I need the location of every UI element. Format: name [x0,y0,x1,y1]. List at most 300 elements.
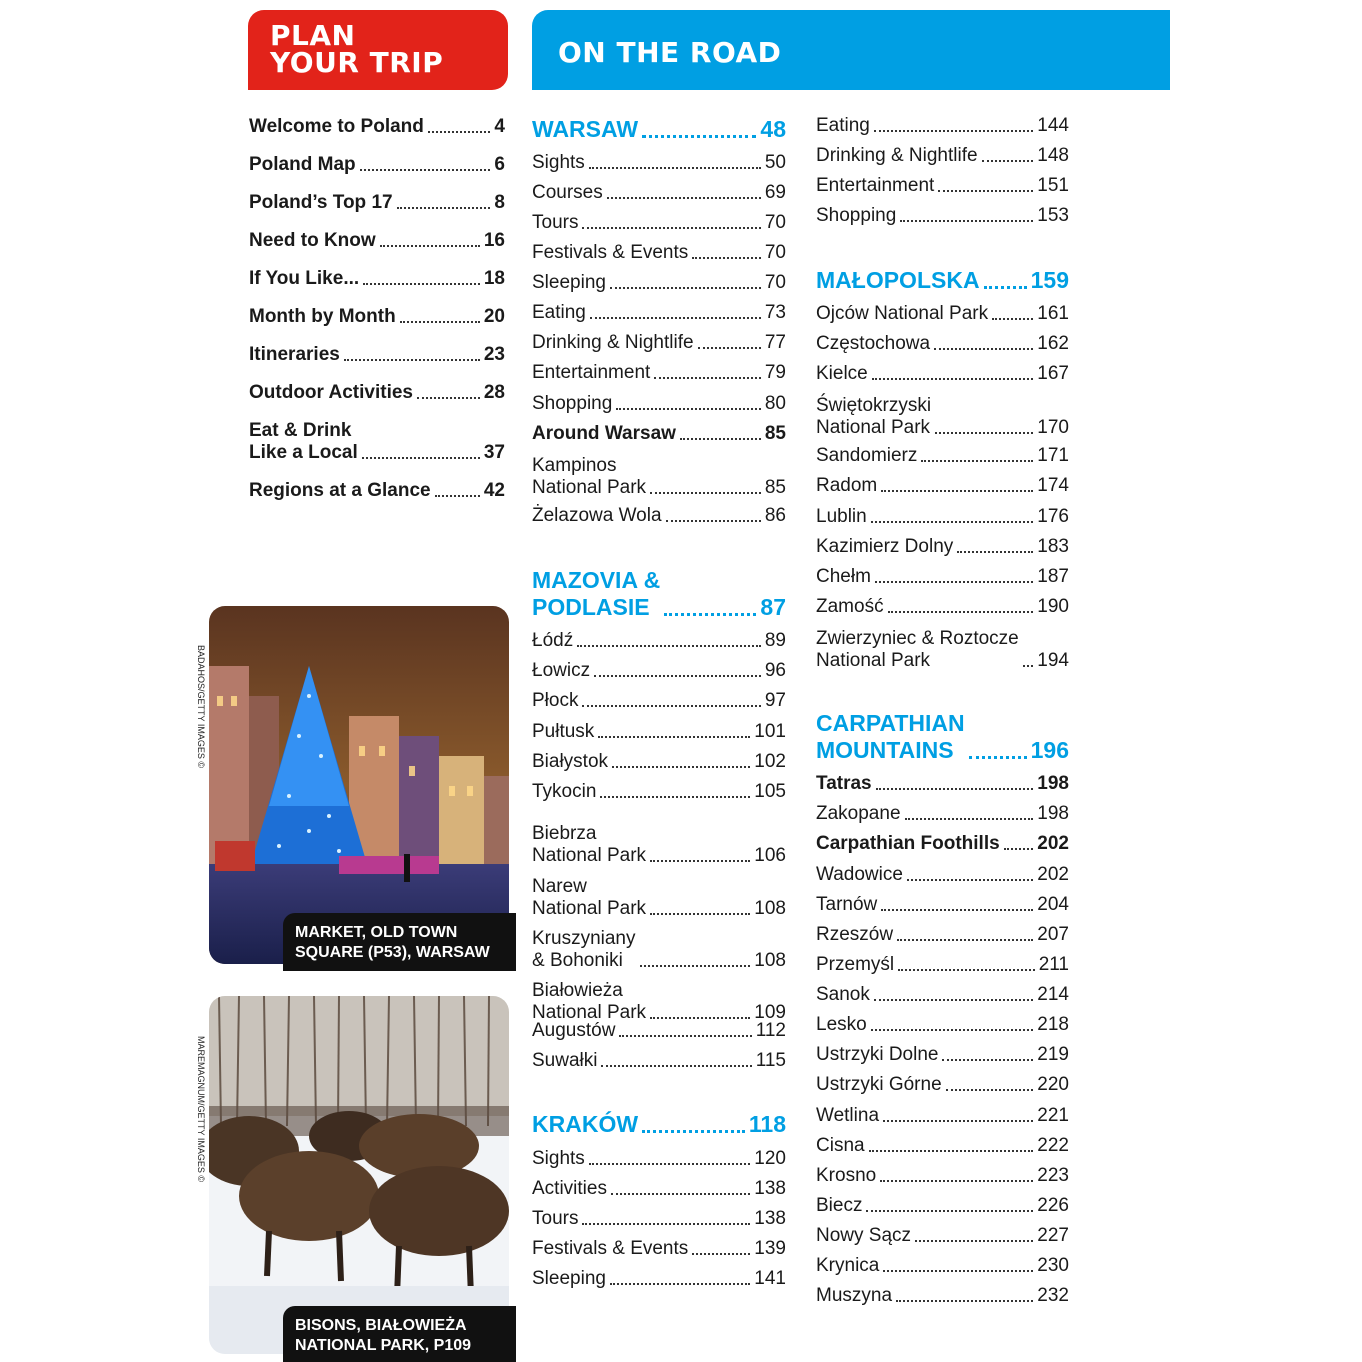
toc-entry-title: Krosno [816,1165,877,1186]
toc-entry-title: Ustrzyki Górne [816,1074,942,1095]
toc-entry-title: Eating [816,115,870,136]
toc-entry-page-number: 190 [1037,596,1069,617]
toc-entry[interactable] [816,333,1069,355]
toc-entry-title: Festivals & Events [532,242,689,263]
toc-entry[interactable] [532,980,786,1024]
toc-entry[interactable] [816,1135,1069,1157]
dot-leader [692,257,761,259]
toc-entry[interactable] [532,505,786,527]
toc-entry[interactable] [532,823,786,867]
toc-entry[interactable] [249,230,505,252]
dot-leader [881,909,1033,911]
toc-entry-page-number: 6 [494,154,505,175]
toc-entry-title: Lublin [816,506,867,527]
toc-entry-title: Kampinos National Park [532,455,647,498]
toc-entry[interactable] [816,445,1069,467]
toc-entry-page-number: 218 [1037,1014,1069,1035]
dot-leader [654,377,761,379]
dot-leader [680,438,761,440]
dot-leader [344,359,480,361]
toc-entry-title: If You Like... [249,268,360,289]
toc-entry-title: Płock [532,690,579,711]
toc-entry-title: Nowy Sącz [816,1225,912,1246]
toc-entry-page-number: 70 [764,272,786,293]
toc-entry-page-number: 105 [754,781,786,802]
toc-entry-page-number: 77 [764,332,786,353]
toc-entry[interactable] [532,1208,786,1230]
toc-entry-page-number: 194 [1037,650,1069,671]
toc-entry-title: Wetlina [816,1105,880,1126]
toc-entry-page-number: 220 [1037,1074,1069,1095]
dot-leader [642,135,756,138]
toc-entry[interactable] [816,1165,1069,1187]
toc-entry[interactable] [816,303,1069,325]
toc-entry-page-number: 86 [764,505,786,526]
toc-entry[interactable] [249,382,505,404]
toc-entry-page-number: 161 [1037,303,1069,324]
toc-entry-page-number: 144 [1037,115,1069,136]
toc-entry-page-number: 176 [1037,506,1069,527]
toc-entry[interactable] [816,1014,1069,1036]
toc-entry-page-number: 232 [1037,1285,1069,1306]
bisons-photo [209,996,509,1354]
toc-entry[interactable] [816,1044,1069,1066]
toc-entry-title: Welcome to Poland [249,116,424,137]
toc-entry[interactable] [816,1074,1069,1096]
dot-leader [888,611,1034,613]
toc-entry-title: Activities [532,1178,607,1199]
toc-entry-title: Ojców National Park [816,303,989,324]
dot-leader [1023,665,1034,667]
toc-entry-page-number: 211 [1038,954,1069,975]
toc-entry-page-number: 20 [483,306,505,327]
dot-leader [610,1283,750,1285]
toc-entry-page-number: 42 [483,480,505,501]
toc-entry-title: Białowieża National Park [532,980,647,1023]
toc-section-heading[interactable] [532,567,786,621]
toc-entry-page-number: 23 [483,344,505,365]
toc-entry[interactable] [532,393,786,415]
toc-entry-title: Tarnów [816,894,878,915]
toc-entry[interactable] [532,423,786,445]
dot-leader [582,227,760,229]
toc-entry[interactable] [816,566,1069,588]
toc-entry-title: Tatras [816,773,872,794]
toc-entry-title: Drinking & Nightlife [816,145,978,166]
toc-entry-page-number: 109 [754,1002,786,1023]
toc-entry-title: Eat & Drink Like a Local [249,420,358,463]
toc-entry-title: Poland’s Top 17 [249,192,393,213]
toc-entry-title: Outdoor Activities [249,382,413,403]
toc-entry[interactable] [532,1178,786,1200]
toc-entry-title: Festivals & Events [532,1238,689,1259]
toc-entry-title: Lesko [816,1014,867,1035]
toc-entry-title: Żelazowa Wola [532,505,662,526]
toc-entry-page-number: 37 [483,442,505,463]
dot-leader [666,520,761,522]
toc-entry-title: Kruszyniany & Bohoniki [532,928,636,971]
dot-leader [883,1270,1033,1272]
toc-entry-page-number: 96 [764,660,786,681]
dot-leader [650,1017,750,1019]
dot-leader [866,1210,1033,1212]
toc-entry-page-number: 106 [754,845,786,866]
dot-leader [875,581,1033,583]
toc-entry[interactable] [532,721,786,743]
dot-leader [874,999,1033,1001]
toc-entry[interactable] [532,781,786,803]
dot-leader [692,1253,750,1255]
dot-leader [881,490,1033,492]
toc-entry[interactable] [249,480,505,502]
toc-entry[interactable] [249,116,505,138]
dot-leader [900,220,1033,222]
toc-entry-page-number: 73 [764,302,786,323]
toc-entry-title: Pułtusk [532,721,595,742]
dot-leader [876,788,1034,790]
toc-entry-title: MAŁOPOLSKA [816,267,980,293]
toc-entry-title: MAZOVIA & PODLASIE [532,567,661,620]
dot-leader [946,1089,1034,1091]
toc-entry-page-number: 151 [1037,175,1069,196]
toc-entry-title: Tours [532,1208,579,1229]
toc-entry[interactable] [816,115,1069,137]
toc-entry[interactable] [816,1195,1069,1217]
toc-entry-page-number: 187 [1037,566,1069,587]
toc-entry[interactable] [532,182,786,204]
toc-entry-title: Drinking & Nightlife [532,332,694,353]
toc-entry-title: Kielce [816,363,868,384]
toc-entry-title: Carpathian Foothills [816,833,1000,854]
dot-leader [619,1035,751,1037]
toc-entry-title: Itineraries [249,344,340,365]
toc-entry[interactable] [532,302,786,324]
toc-entry-page-number: 198 [1037,773,1069,794]
toc-entry-page-number: 108 [754,898,786,919]
toc-entry-page-number: 18 [483,268,505,289]
dot-leader [577,645,761,647]
toc-entry-page-number: 102 [754,751,786,772]
toc-entry-title: Tykocin [532,781,597,802]
toc-entry-page-number: 80 [764,393,786,414]
dot-leader [921,460,1033,462]
toc-entry-title: Rzeszów [816,924,894,945]
toc-entry[interactable] [249,306,505,328]
toc-entry[interactable] [249,154,505,176]
dot-leader [611,1193,750,1195]
toc-entry-page-number: 202 [1037,864,1069,885]
toc-entry[interactable] [532,751,786,773]
toc-entry-title: Wadowice [816,864,903,885]
toc-entry-page-number: 221 [1037,1105,1069,1126]
toc-entry[interactable] [816,628,1069,672]
dot-leader [616,408,761,410]
toc-entry-title: CARPATHIAN MOUNTAINS [816,710,965,763]
toc-entry[interactable] [249,268,505,290]
dot-leader [601,1065,751,1067]
dot-leader [435,495,480,497]
toc-entry-page-number: 207 [1037,924,1069,945]
toc-entry-page-number: 8 [494,192,505,213]
toc-entry-page-number: 226 [1037,1195,1069,1216]
toc-entry-title: Przemyśl [816,954,895,975]
toc-entry[interactable] [816,1105,1069,1127]
toc-entry-title: Sights [532,152,585,173]
dot-leader [650,860,750,862]
dot-leader [935,432,1033,434]
toc-entry[interactable] [816,596,1069,618]
dot-leader [871,1029,1034,1031]
toc-entry-title: Narew National Park [532,876,647,919]
dot-leader [650,913,750,915]
toc-entry-page-number: 139 [754,1238,786,1259]
dot-leader [905,818,1034,820]
toc-entry-page-number: 4 [494,116,505,137]
toc-entry-title: Częstochowa [816,333,931,354]
dot-leader [428,131,491,133]
toc-entry-page-number: 138 [754,1208,786,1229]
toc-entry[interactable] [816,363,1069,385]
dot-leader [942,1059,1033,1061]
toc-entry-title: Radom [816,475,878,496]
dot-leader [880,1180,1033,1182]
toc-entry[interactable] [816,864,1069,886]
dot-leader [698,347,761,349]
toc-entry[interactable] [816,395,1069,439]
toc-entry[interactable] [816,536,1069,558]
dot-leader [871,521,1034,523]
dot-leader [984,286,1027,289]
dot-leader [397,207,491,209]
toc-entry[interactable] [532,212,786,234]
toc-entry-page-number: 85 [764,423,786,444]
toc-entry-title: Eating [532,302,586,323]
toc-entry-page-number: 97 [764,690,786,711]
toc-entry[interactable] [532,1050,786,1072]
dot-leader [915,1240,1033,1242]
toc-entry-page-number: 159 [1030,267,1069,293]
toc-entry[interactable] [816,833,1069,855]
photo2-caption: BISONS, BIAŁOWIEŻA NATIONAL PARK, P109 [283,1306,516,1362]
toc-entry-page-number: 70 [764,212,786,233]
on-the-road-header: ON THE ROAD [532,10,1170,90]
dot-leader [1004,848,1034,850]
toc-entry[interactable] [816,205,1069,227]
toc-entry[interactable] [816,175,1069,197]
toc-entry-page-number: 87 [760,594,786,620]
toc-entry-page-number: 227 [1037,1225,1069,1246]
dot-leader [642,1130,745,1133]
toc-entry-title: Łowicz [532,660,591,681]
toc-entry-page-number: 230 [1037,1255,1069,1276]
toc-entry-title: Need to Know [249,230,376,251]
toc-entry-title: Ustrzyki Dolne [816,1044,939,1065]
toc-entry-page-number: 69 [764,182,786,203]
toc-entry-page-number: 70 [764,242,786,263]
dot-leader [938,190,1033,192]
toc-section-heading[interactable] [816,710,1069,764]
toc-entry-title: KRAKÓW [532,1111,639,1137]
toc-entry-title: Sanok [816,984,870,1005]
toc-entry[interactable] [249,420,505,464]
dot-leader [607,197,761,199]
dot-leader [594,675,761,677]
toc-entry-page-number: 115 [755,1050,786,1071]
toc-entry-page-number: 162 [1037,333,1069,354]
toc-entry-title: Zakopane [816,803,901,824]
toc-entry-page-number: 171 [1037,445,1069,466]
toc-entry-title: Sights [532,1148,585,1169]
toc-entry-title: Biebrza National Park [532,823,647,866]
toc-entry-title: Suwałki [532,1050,598,1071]
toc-entry-page-number: 219 [1037,1044,1069,1065]
toc-entry[interactable] [816,506,1069,528]
toc-entry-title: Biecz [816,1195,863,1216]
toc-entry[interactable] [816,1225,1069,1247]
toc-entry-title: Cisna [816,1135,865,1156]
toc-entry[interactable] [816,954,1069,976]
dot-leader [869,1150,1034,1152]
toc-entry[interactable] [532,1148,786,1170]
toc-entry-title: Shopping [532,393,613,414]
toc-entry-title: Shopping [816,205,897,226]
toc-entry[interactable] [532,362,786,384]
toc-entry-title: Regions at a Glance [249,480,431,501]
toc-entry-title: Świętokrzyski National Park [816,395,932,438]
toc-entry-title: Krynica [816,1255,880,1276]
toc-entry-page-number: 141 [754,1268,786,1289]
plan-header-line2: YOUR TRIP [270,46,444,79]
dot-leader [582,705,760,707]
dot-leader [380,245,480,247]
dot-leader [664,613,756,616]
toc-section-heading[interactable] [532,1111,786,1138]
toc-entry[interactable] [816,894,1069,916]
toc-entry[interactable] [532,242,786,264]
toc-entry-page-number: 167 [1037,363,1069,384]
toc-entry-title: Kazimierz Dolny [816,536,954,557]
toc-entry[interactable] [532,660,786,682]
toc-entry[interactable] [816,1255,1069,1277]
toc-section-heading[interactable] [816,267,1069,294]
toc-entry-title: Around Warsaw [532,423,676,444]
toc-entry[interactable] [816,475,1069,497]
plan-header-line1: PLAN [270,19,356,52]
toc-entry-page-number: 153 [1037,205,1069,226]
toc-entry-page-number: 89 [764,630,786,651]
toc-entry-title: Tours [532,212,579,233]
photo2-credit: MAREMAGNUM/GETTY IMAGES © [196,1036,206,1182]
toc-entry-page-number: 28 [483,382,505,403]
dot-leader [969,756,1027,759]
toc-entry[interactable] [532,1268,786,1290]
toc-entry-title: Białystok [532,751,609,772]
dot-leader [896,1300,1033,1302]
toc-entry-page-number: 223 [1037,1165,1069,1186]
toc-entry-title: Zwierzyniec & Roztocze National Park [816,628,1019,671]
toc-entry[interactable] [816,984,1069,1006]
toc-entry-page-number: 50 [764,152,786,173]
toc-entry-title: Poland Map [249,154,356,175]
toc-entry-title: Entertainment [816,175,935,196]
toc-entry-page-number: 202 [1037,833,1069,854]
dot-leader [582,1223,750,1225]
toc-entry-title: Sleeping [532,1268,606,1289]
toc-entry[interactable] [532,630,786,652]
toc-entry[interactable] [532,272,786,294]
toc-entry[interactable] [532,876,786,920]
dot-leader [897,939,1033,941]
toc-entry-page-number: 174 [1037,475,1069,496]
toc-entry[interactable] [816,803,1069,825]
dot-leader [874,130,1033,132]
dot-leader [360,169,491,171]
toc-entry[interactable] [532,455,786,499]
toc-entry-page-number: 183 [1037,536,1069,557]
toc-entry[interactable] [816,1285,1069,1307]
dot-leader [872,378,1034,380]
toc-entry-page-number: 101 [754,721,786,742]
toc-entry-page-number: 120 [754,1148,786,1169]
toc-entry-title: Chełm [816,566,871,587]
photo1-credit: BADAHOS/GETTY IMAGES © [196,645,206,768]
toc-entry[interactable] [816,773,1069,795]
toc-entry[interactable] [532,332,786,354]
dot-leader [362,457,480,459]
dot-leader [650,492,761,494]
toc-entry[interactable] [532,928,786,972]
toc-entry-page-number: 48 [760,116,786,142]
toc-entry-page-number: 79 [764,362,786,383]
toc-entry-page-number: 196 [1030,737,1069,763]
toc-entry[interactable] [249,344,505,366]
toc-entry[interactable] [532,690,786,712]
toc-entry-title: Sandomierz [816,445,918,466]
toc-entry-title: Courses [532,182,603,203]
toc-entry-page-number: 148 [1037,145,1069,166]
dot-leader [982,160,1034,162]
dot-leader [589,1163,750,1165]
dot-leader [598,736,750,738]
dot-leader [992,318,1033,320]
toc-entry-page-number: 222 [1037,1135,1069,1156]
dot-leader [898,969,1035,971]
toc-entry-title: Sleeping [532,272,606,293]
toc-entry-title: Entertainment [532,362,651,383]
toc-entry-title: Month by Month [249,306,396,327]
toc-section-heading[interactable] [532,116,786,143]
dot-leader [612,766,750,768]
toc-entry[interactable] [249,192,505,214]
toc-entry-page-number: 170 [1037,417,1069,438]
dot-leader [957,551,1033,553]
toc-entry[interactable] [532,1020,786,1042]
dot-leader [907,879,1033,881]
toc-entry[interactable] [532,1238,786,1260]
warsaw-market-photo [209,606,509,964]
toc-entry[interactable] [532,152,786,174]
dot-leader [883,1120,1033,1122]
dot-leader [417,397,480,399]
toc-entry-page-number: 16 [483,230,505,251]
toc-entry-title: Augustów [532,1020,616,1041]
toc-entry[interactable] [816,145,1069,167]
toc-entry-page-number: 112 [755,1020,786,1041]
dot-leader [589,167,761,169]
toc-entry[interactable] [816,924,1069,946]
toc-entry-page-number: 138 [754,1178,786,1199]
dot-leader [640,965,751,967]
